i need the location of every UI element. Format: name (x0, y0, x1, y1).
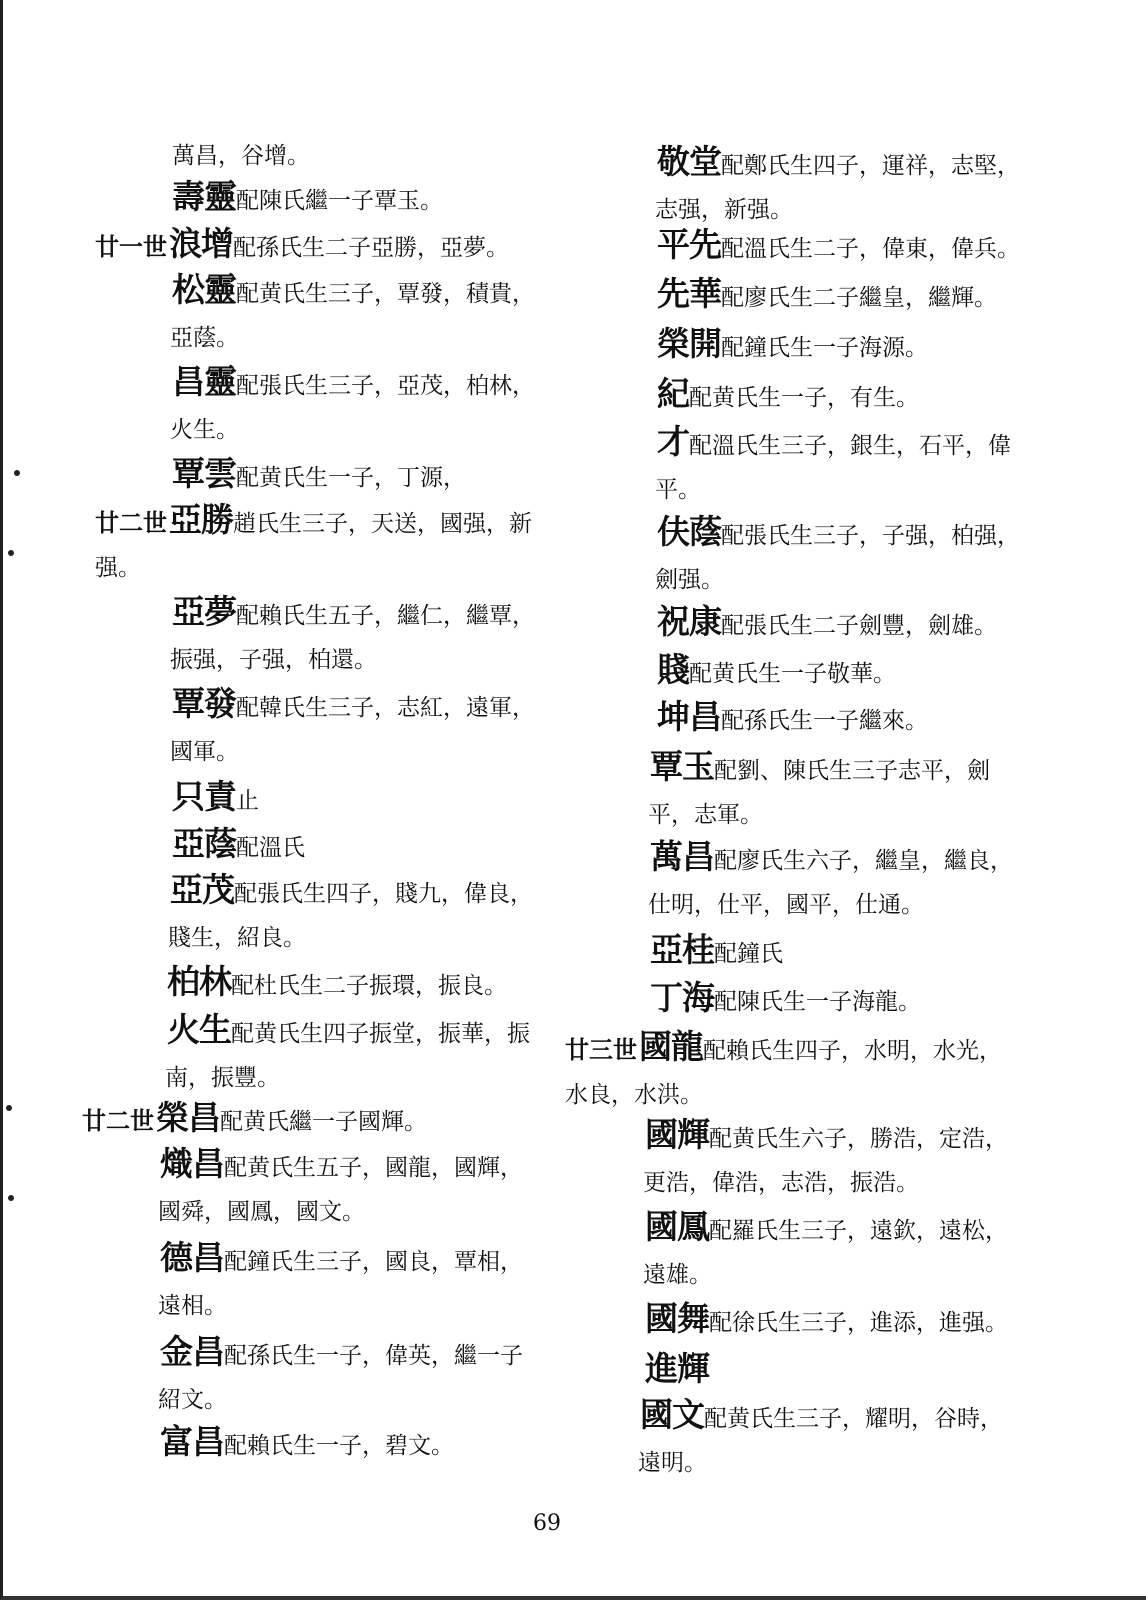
entry-text: 配黄氏生四子振堂，振華，振 (231, 1021, 530, 1047)
entry-text: 配黄氏生一子，有生。 (689, 385, 919, 411)
person-name: 先華 (657, 274, 721, 313)
entry-continuation: 更浩，偉浩，志浩，振浩。 (643, 1170, 919, 1196)
person-name: 亞夢 (172, 592, 236, 631)
person-name: 國文 (640, 1395, 704, 1434)
entry-continuation: 遠雄。 (643, 1262, 712, 1288)
entry-text: 配徐氏生三子，進添，進强。 (709, 1310, 1008, 1336)
person-name: 榮開 (657, 324, 721, 363)
entry-line (643, 1207, 1008, 1246)
entry-text: 配陳氏繼一子覃玉。 (236, 188, 443, 214)
person-name: 坤昌 (657, 697, 721, 736)
entry-line (170, 454, 466, 493)
entry-text: 配溫氏生三子，銀生，石平，偉 (689, 433, 1011, 459)
entry-line (165, 962, 507, 1001)
entry-line (170, 362, 535, 401)
entry-text: 配鄭氏生四子，運祥，志堅， (721, 153, 1020, 179)
person-name: 國輝 (645, 1115, 709, 1154)
entry-continuation: 仕明，仕平，國平，仕通。 (648, 892, 924, 918)
scan-mark (8, 1195, 14, 1201)
entry-text: 配韓氏生三子，志紅，遠軍， (236, 695, 535, 721)
person-name: 覃雲 (172, 454, 236, 493)
entry-continuation: 南，振豐。 (165, 1065, 280, 1091)
generation-label: 廿二世 (95, 508, 167, 537)
entry-line (170, 777, 259, 816)
entry-continuation: 水良，水洪。 (565, 1082, 703, 1108)
entry-text: 配孫氏生一子，偉英，繼一子 (224, 1343, 523, 1369)
entry-continuation: 遠明。 (638, 1450, 707, 1476)
generation-label: 廿三世 (565, 1035, 637, 1064)
genealogy-entry (170, 268, 535, 360)
entry-line (655, 324, 928, 363)
person-name: 只責 (172, 777, 236, 816)
entry-continuation: 亞蔭。 (170, 325, 239, 351)
person-name: 國舞 (645, 1299, 709, 1338)
entry-text: 趙氏生三子，天送，國强，新 (233, 511, 532, 537)
person-name: 松靈 (172, 270, 236, 309)
entry-line (648, 930, 783, 969)
genealogy-entry (643, 1113, 1008, 1205)
genealogy-entry (655, 600, 997, 648)
person-name: 覃發 (172, 684, 236, 723)
entry-line (655, 225, 1020, 264)
entry-line (655, 142, 1020, 181)
entry-line (168, 870, 533, 909)
person-name: 亞勝 (169, 500, 233, 539)
person-name: 平先 (657, 225, 721, 264)
person-name: 伕蔭 (657, 512, 721, 551)
person-name: 熾昌 (160, 1144, 224, 1183)
entry-text: 配廖氏生六子，繼皇，繼良， (714, 848, 1013, 874)
generation-label: 廿一世 (95, 232, 167, 261)
genealogy-entry (170, 682, 535, 774)
scan-mark (8, 550, 14, 556)
entry-text: 配鐘氏生三子，國良，覃相， (224, 1249, 523, 1275)
entry-continuation: 志强，新强。 (655, 197, 793, 223)
genealogy-entry (655, 695, 928, 743)
entry-line (170, 177, 443, 216)
entry-text: 配溫氏生二子，偉東，偉兵。 (721, 236, 1020, 262)
entry-text: 配張氏生三子，子强，柏强， (721, 523, 1020, 549)
entry-line (95, 224, 509, 263)
person-name: 金昌 (160, 1332, 224, 1371)
person-name: 柏林 (167, 962, 231, 1001)
entry-text: 止 (236, 788, 259, 814)
entry-text: 配劉、陳氏生三子志平，劍 (714, 758, 990, 784)
genealogy-entry (170, 452, 466, 500)
page-number: 69 (533, 1511, 561, 1536)
entry-text: 配賴氏生一子，碧文。 (224, 1433, 454, 1459)
entry-text: 配賴氏生五子，繼仁，繼覃， (236, 603, 535, 629)
entry-text: 配黄氏生一子，丁源， (236, 465, 466, 491)
entry-continuation: 國軍。 (170, 739, 239, 765)
person-name: 德昌 (160, 1238, 224, 1277)
genealogy-entry (655, 372, 919, 420)
entry-line (158, 1422, 454, 1461)
genealogy-entry (648, 835, 1013, 927)
genealogy-entry (643, 1347, 709, 1395)
entry-line (643, 1115, 1008, 1154)
genealogy-entry (95, 498, 532, 590)
entry-line (158, 1144, 523, 1183)
genealogy-entry (655, 510, 1020, 602)
entry-continuation: 振强，子强，柏還。 (170, 647, 377, 673)
person-name: 丁海 (650, 978, 714, 1017)
genealogy-entry (95, 222, 509, 270)
genealogy-entry (170, 590, 535, 682)
entry-line (655, 512, 1020, 551)
genealogy-entry (655, 272, 997, 320)
genealogy-entry (170, 175, 443, 223)
person-name: 敬堂 (657, 142, 721, 181)
person-name: 火生 (167, 1010, 231, 1049)
entry-text: 配張氏生二子劍豐，劍雄。 (721, 613, 997, 639)
entry-text: 萬昌，谷增。 (172, 143, 310, 169)
entry-text: 配廖氏生二子繼皇，繼輝。 (721, 285, 997, 311)
entry-line (158, 1332, 523, 1371)
entry-line (82, 1098, 427, 1137)
genealogy-entry (655, 322, 928, 370)
person-name: 亞茂 (170, 870, 234, 909)
genealogy-entry (655, 223, 1020, 271)
entry-line (170, 270, 535, 309)
entry-text: 配張氏生四子，賤九，偉良， (234, 881, 533, 907)
entry-line (158, 1238, 523, 1277)
entry-text: 配黄氏生三子，覃發，積貴， (236, 281, 535, 307)
scan-mark (6, 1105, 12, 1111)
entry-line (95, 500, 532, 539)
person-name: 國龍 (639, 1027, 703, 1066)
person-name: 亞桂 (650, 930, 714, 969)
entry-line (655, 602, 997, 641)
entry-line (655, 697, 928, 736)
genealogy-entry (643, 1205, 1008, 1297)
person-name: 壽靈 (172, 177, 236, 216)
entry-line (643, 1349, 709, 1388)
genealogy-entry (648, 976, 921, 1024)
genealogy-entry (643, 1297, 1008, 1345)
entry-continuation: 火生。 (170, 417, 239, 443)
entry-line (170, 592, 535, 631)
person-name: 賤 (657, 650, 689, 689)
person-name: 國鳳 (645, 1207, 709, 1246)
genealogy-entry (158, 1420, 454, 1468)
entry-continuation: 平，志軍。 (648, 802, 763, 828)
genealogy-entry (170, 130, 310, 178)
person-name: 萬昌 (650, 837, 714, 876)
genealogy-entry (648, 928, 783, 976)
entry-line (170, 824, 305, 863)
entry-text: 配黄氏生一子敬華。 (689, 661, 896, 687)
entry-text: 配孫氏生一子繼來。 (721, 708, 928, 734)
person-name: 亞蔭 (172, 824, 236, 863)
entry-line (638, 1395, 1003, 1434)
entry-line (648, 747, 990, 786)
entry-line (165, 1010, 530, 1049)
person-name: 才 (657, 422, 689, 461)
genealogy-entry (165, 1008, 530, 1100)
entry-text: 配張氏生三子，亞茂，柏林， (236, 373, 535, 399)
entry-line (565, 1027, 1002, 1066)
entry-text: 配陳氏生一子海龍。 (714, 989, 921, 1015)
entry-text: 配黄氏繼一子國輝。 (220, 1109, 427, 1135)
entry-continuation: 强。 (95, 555, 141, 581)
genealogy-entry (158, 1142, 523, 1234)
entry-line (655, 274, 997, 313)
person-name: 富昌 (160, 1422, 224, 1461)
entry-line (648, 837, 1013, 876)
entry-text: 配黄氏生六子，勝浩，定浩， (709, 1126, 1008, 1152)
genealogy-entry (170, 360, 535, 452)
person-name: 覃玉 (650, 747, 714, 786)
entry-text: 配鐘氏 (714, 941, 783, 967)
entry-line (643, 1299, 1008, 1338)
entry-continuation: 平。 (655, 477, 701, 503)
entry-text: 配羅氏生三子，遠欽，遠松， (709, 1218, 1008, 1244)
entry-line (655, 374, 919, 413)
scan-mark (14, 470, 20, 476)
entry-line (170, 684, 535, 723)
person-name: 祝康 (657, 602, 721, 641)
person-name: 榮昌 (156, 1098, 220, 1137)
entry-text: 配賴氏生四子，水明，水光， (703, 1038, 1002, 1064)
genealogy-entry (170, 822, 305, 870)
entry-text: 配溫氏 (236, 835, 305, 861)
entry-line (170, 143, 310, 169)
genealogy-entry (655, 140, 1020, 232)
generation-label: 廿二世 (82, 1106, 154, 1135)
genealogy-entry (82, 1096, 427, 1144)
entry-continuation: 遠相。 (158, 1293, 227, 1319)
entry-continuation: 國舜，國鳳，國文。 (158, 1199, 365, 1225)
entry-line (655, 422, 1011, 461)
entry-continuation: 劍强。 (655, 567, 724, 593)
entry-text: 配杜氏生二子振環，振良。 (231, 973, 507, 999)
genealogy-entry (165, 960, 507, 1008)
entry-line (655, 650, 896, 689)
entry-line (648, 978, 921, 1017)
person-name: 紀 (657, 374, 689, 413)
genealogy-entry (565, 1025, 1002, 1117)
entry-text: 配孫氏生二子亞勝，亞夢。 (233, 235, 509, 261)
person-name: 昌靈 (172, 362, 236, 401)
genealogy-entry (170, 775, 259, 823)
genealogy-entry (648, 745, 990, 837)
person-name: 浪增 (169, 224, 233, 263)
person-name: 進輝 (645, 1349, 709, 1388)
entry-continuation: 賤生，紹良。 (168, 925, 306, 951)
genealogy-entry (158, 1330, 523, 1422)
entry-text: 配黄氏生五子，國龍，國輝， (224, 1155, 523, 1181)
genealogy-entry (168, 868, 533, 960)
genealogy-entry (655, 420, 1011, 512)
entry-text: 配黄氏生三子，耀明，谷時， (704, 1406, 1003, 1432)
entry-continuation: 紹文。 (158, 1387, 227, 1413)
genealogy-entry (158, 1236, 523, 1328)
genealogy-entry (638, 1393, 1003, 1485)
genealogy-entry (655, 648, 896, 696)
entry-text: 配鐘氏生一子海源。 (721, 335, 928, 361)
